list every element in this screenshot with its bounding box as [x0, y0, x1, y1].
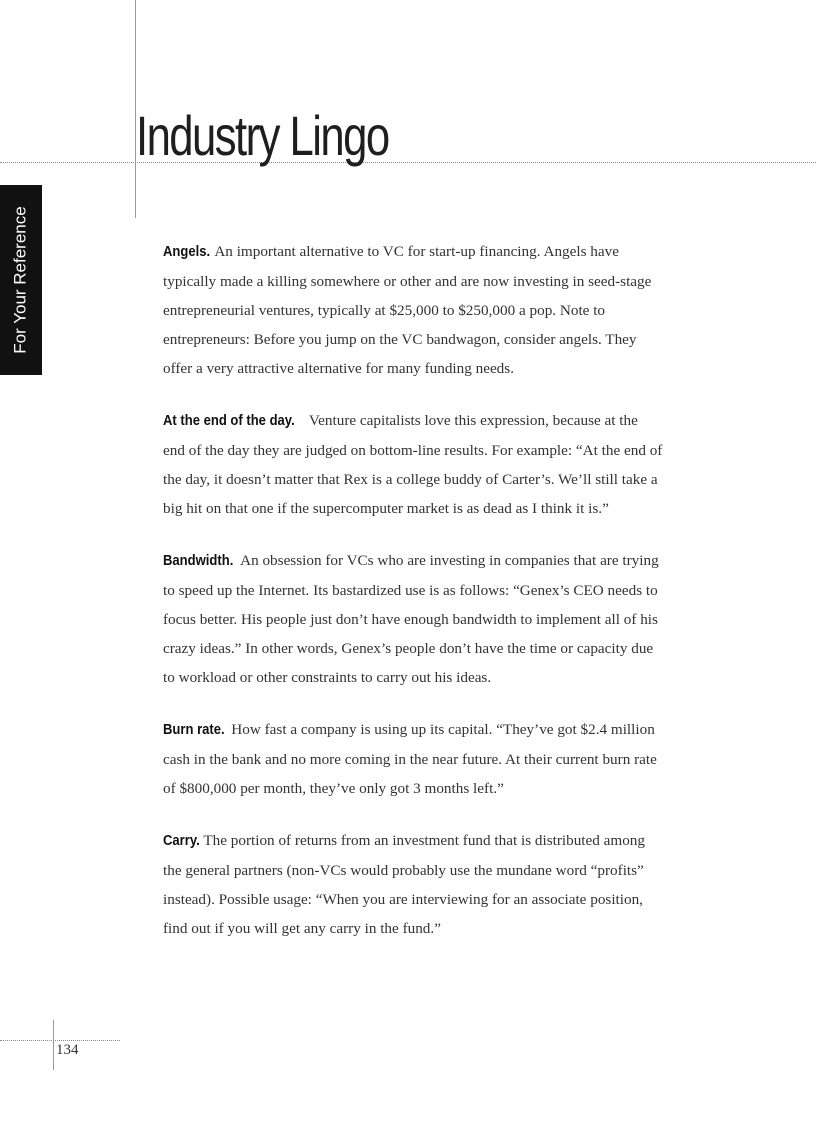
glossary-entries [163, 237, 663, 966]
section-tab [0, 185, 42, 375]
glossary-term: Burn rate. [163, 722, 225, 738]
glossary-entry-carry [163, 826, 663, 943]
glossary-entry-angels [163, 237, 663, 383]
glossary-term: Bandwidth. [163, 553, 234, 569]
glossary-definition: An obsession for VCs who are investing in companies that are trying to speed up the Internet. Its bastardized use is as follows: “Genex’s CEO needs to focus better. His people just don’t have enough bandwidth to implement all of his crazy ideas.” In other words, Genex’s people don’t have the time or capacity due to workload or other constraints to carry out his ideas. [163, 552, 659, 686]
glossary-definition: The portion of returns from an investment fund that is distributed among the general partners (non-VCs would probably use the mundane word “profits” instead). Possible usage: “When you are interviewing for an associate position, find out if you will get any carry in the fund.” [163, 832, 645, 937]
glossary-definition: Venture capitalists love this expression, because at the end of the day they are judged on bottom-line results. For example: “At the end of the day, it doesn’t matter that Rex is a college buddy of Carter’s. We’ll still take a big hit on that one if the supercomputer market is as dead as I think it is.” [163, 412, 663, 517]
glossary-term: Angels. [163, 244, 211, 260]
footer-vertical-rule [53, 1020, 54, 1070]
glossary-entry-end-of-day [163, 406, 663, 523]
glossary-definition: How fast a company is using up its capital. “They’ve got $2.4 million cash in the bank and no more coming in the near future. At their current burn rate of $800,000 per month, they’ve only got 3 months left.” [163, 721, 657, 797]
page-title: Industry Lingo [136, 104, 389, 167]
glossary-entry-bandwidth [163, 546, 663, 692]
glossary-entry-burn-rate [163, 715, 663, 803]
glossary-term: At the end of the day. [163, 413, 295, 429]
section-tab-label: For Your Reference [11, 206, 31, 354]
glossary-term: Carry. [163, 833, 200, 849]
page-number: 134 [56, 1042, 79, 1058]
header-divider [0, 162, 816, 163]
glossary-definition: An important alternative to VC for start-up financing. Angels have typically made a killing somewhere or other and are now investing in seed-stage entrepreneurial ventures, typically at $25,000 to $250,000 a pop. Note to entrepreneurs: Before you jump on the VC bandwagon, consider angels. They offer a very attractive alternative for many funding needs. [163, 243, 652, 377]
footer-divider [0, 1040, 120, 1041]
